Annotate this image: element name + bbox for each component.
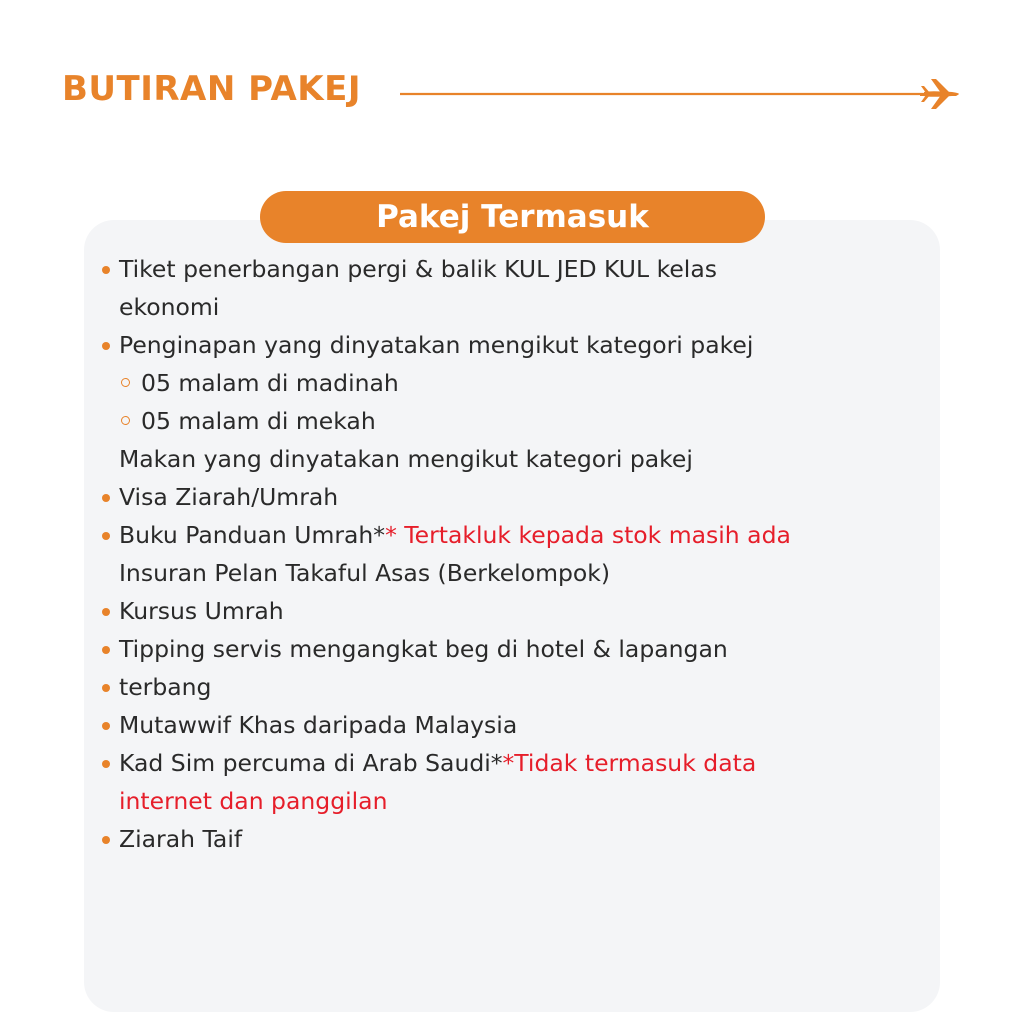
page-title: BUTIRAN PAKEJ [62, 69, 361, 109]
card-title: Pakej Termasuk [376, 199, 649, 235]
header [62, 64, 361, 114]
list-item-continuation [100, 288, 920, 326]
list-item [100, 516, 920, 554]
list-item-label: Buku Panduan Umrah* [119, 521, 386, 549]
list-item [100, 326, 920, 364]
bullet-icon [102, 684, 110, 692]
list-item [100, 630, 920, 668]
list-item [100, 820, 920, 858]
list-item-label: Makan yang dinyatakan mengikut kategori pakej [119, 445, 693, 473]
bullet-icon [102, 266, 110, 274]
list-item-label: ekonomi [119, 293, 220, 321]
list-item-label: Tiket penerbangan pergi & balik KUL JED KUL kelas [119, 255, 717, 283]
list-item [100, 744, 920, 782]
list-item-note: * Tertakluk kepada stok masih ada [385, 521, 791, 549]
list-item-label: terbang [119, 673, 212, 701]
bullet-icon [102, 494, 110, 502]
list-item-label: Kursus Umrah [119, 597, 284, 625]
bullet-icon [102, 722, 110, 730]
bullet-icon [102, 342, 110, 350]
bullet-icon [102, 608, 110, 616]
list-item-label: 05 malam di madinah [141, 369, 399, 397]
list-item-label: Tipping servis mengangkat beg di hotel & lapangan [119, 635, 728, 663]
sub-list-item [100, 364, 920, 402]
list-item-continuation [100, 782, 920, 820]
bullet-icon [102, 532, 110, 540]
list-item [100, 668, 920, 706]
bullet-icon [102, 836, 110, 844]
list-item-label: Insuran Pelan Takaful Asas (Berkelompok) [119, 559, 611, 587]
list-item [100, 478, 920, 516]
sub-list-item [100, 402, 920, 440]
list-item-note: *Tidak termasuk data [502, 749, 757, 777]
card-title-badge [260, 191, 765, 243]
list-item [100, 592, 920, 630]
list-item-label: Penginapan yang dinyatakan mengikut kategori pakej [119, 331, 754, 359]
airplane-icon [400, 76, 960, 112]
list-item-label: 05 malam di mekah [141, 407, 376, 435]
hollow-bullet-icon [121, 416, 130, 425]
list-item-note: internet dan panggilan [119, 787, 388, 815]
hollow-bullet-icon [121, 378, 130, 387]
bullet-icon [102, 760, 110, 768]
list-item-label: Kad Sim percuma di Arab Saudi* [119, 749, 503, 777]
list-item [100, 554, 920, 592]
list-item [100, 706, 920, 744]
bullet-icon [102, 646, 110, 654]
included-list [100, 250, 920, 858]
list-item-label: Visa Ziarah/Umrah [119, 483, 339, 511]
list-item [100, 250, 920, 288]
list-item [100, 440, 920, 478]
list-item-label: Ziarah Taif [119, 825, 243, 853]
list-item-label: Mutawwif Khas daripada Malaysia [119, 711, 518, 739]
